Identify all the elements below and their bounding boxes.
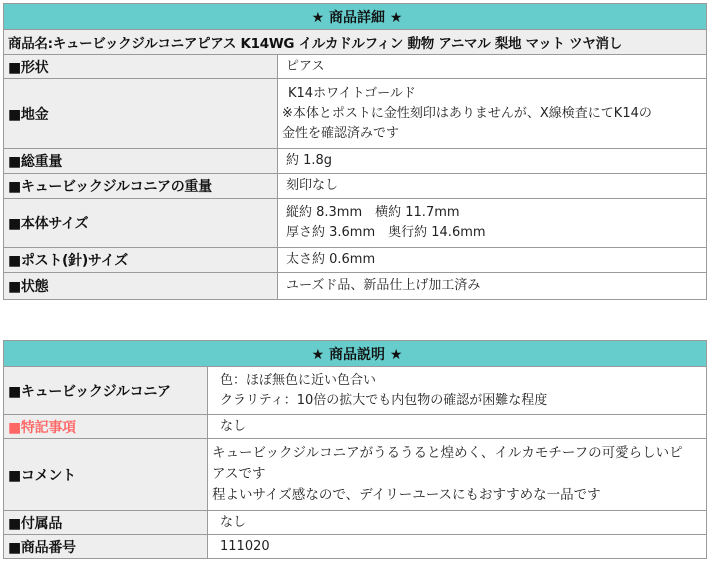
value-shape: ピアス bbox=[278, 55, 707, 79]
value-comment: キュービックジルコニアがうるうると煌めく、イルカモチーフの可愛らしいピ アスです 程よいサイズ感なので、デイリーユースにもおすすめな一品です bbox=[208, 439, 707, 511]
value-special-notes: なし bbox=[208, 415, 707, 439]
label-total-weight: ■総重量 bbox=[4, 149, 278, 174]
value-item-number: 111020 bbox=[208, 535, 707, 559]
value-cubic-zirconia: 色：ほぼ無色に近い色合い クラリティ：10倍の拡大でも内包物の確認が困難な程度 bbox=[208, 367, 707, 415]
label-accessories: ■付属品 bbox=[4, 511, 208, 535]
value-post-size: 太さ約 0.6mm bbox=[278, 248, 707, 273]
value-cz-weight: 刻印なし bbox=[278, 174, 707, 199]
description-header: ★ 商品説明 ★ bbox=[4, 341, 707, 367]
label-body-size: ■本体サイズ bbox=[4, 199, 278, 248]
value-accessories: なし bbox=[208, 511, 707, 535]
value-condition: ユーズド品、新品仕上げ加工済み bbox=[278, 273, 707, 300]
product-details-table bbox=[3, 3, 707, 300]
label-comment: ■コメント bbox=[4, 439, 208, 511]
label-post-size: ■ポスト(針)サイズ bbox=[4, 248, 278, 273]
label-condition: ■状態 bbox=[4, 273, 278, 300]
value-total-weight: 約 1.8g bbox=[278, 149, 707, 174]
details-header: ★ 商品詳細 ★ bbox=[4, 4, 707, 30]
label-metal: ■地金 bbox=[4, 79, 278, 149]
label-item-number: ■商品番号 bbox=[4, 535, 208, 559]
label-special-notes: ■特記事項 bbox=[4, 415, 208, 439]
value-body-size: 縦約 8.3mm 横約 11.7mm 厚さ約 3.6mm 奥行約 14.6mm bbox=[278, 199, 707, 248]
value-metal: K14ホワイトゴールド ※本体とポストに金性刻印はありませんが、X線検査にてK14の 金性を確認済みです bbox=[278, 79, 707, 149]
label-shape: ■形状 bbox=[4, 55, 278, 79]
product-name: 商品名:キュービックジルコニアピアス K14WG イルカドルフィン 動物 アニマル 梨地 マット ツヤ消し bbox=[4, 30, 707, 55]
label-cubic-zirconia: ■キュービックジルコニア bbox=[4, 367, 208, 415]
product-description-table bbox=[3, 340, 707, 559]
label-cz-weight: ■キュービックジルコニアの重量 bbox=[4, 174, 278, 199]
